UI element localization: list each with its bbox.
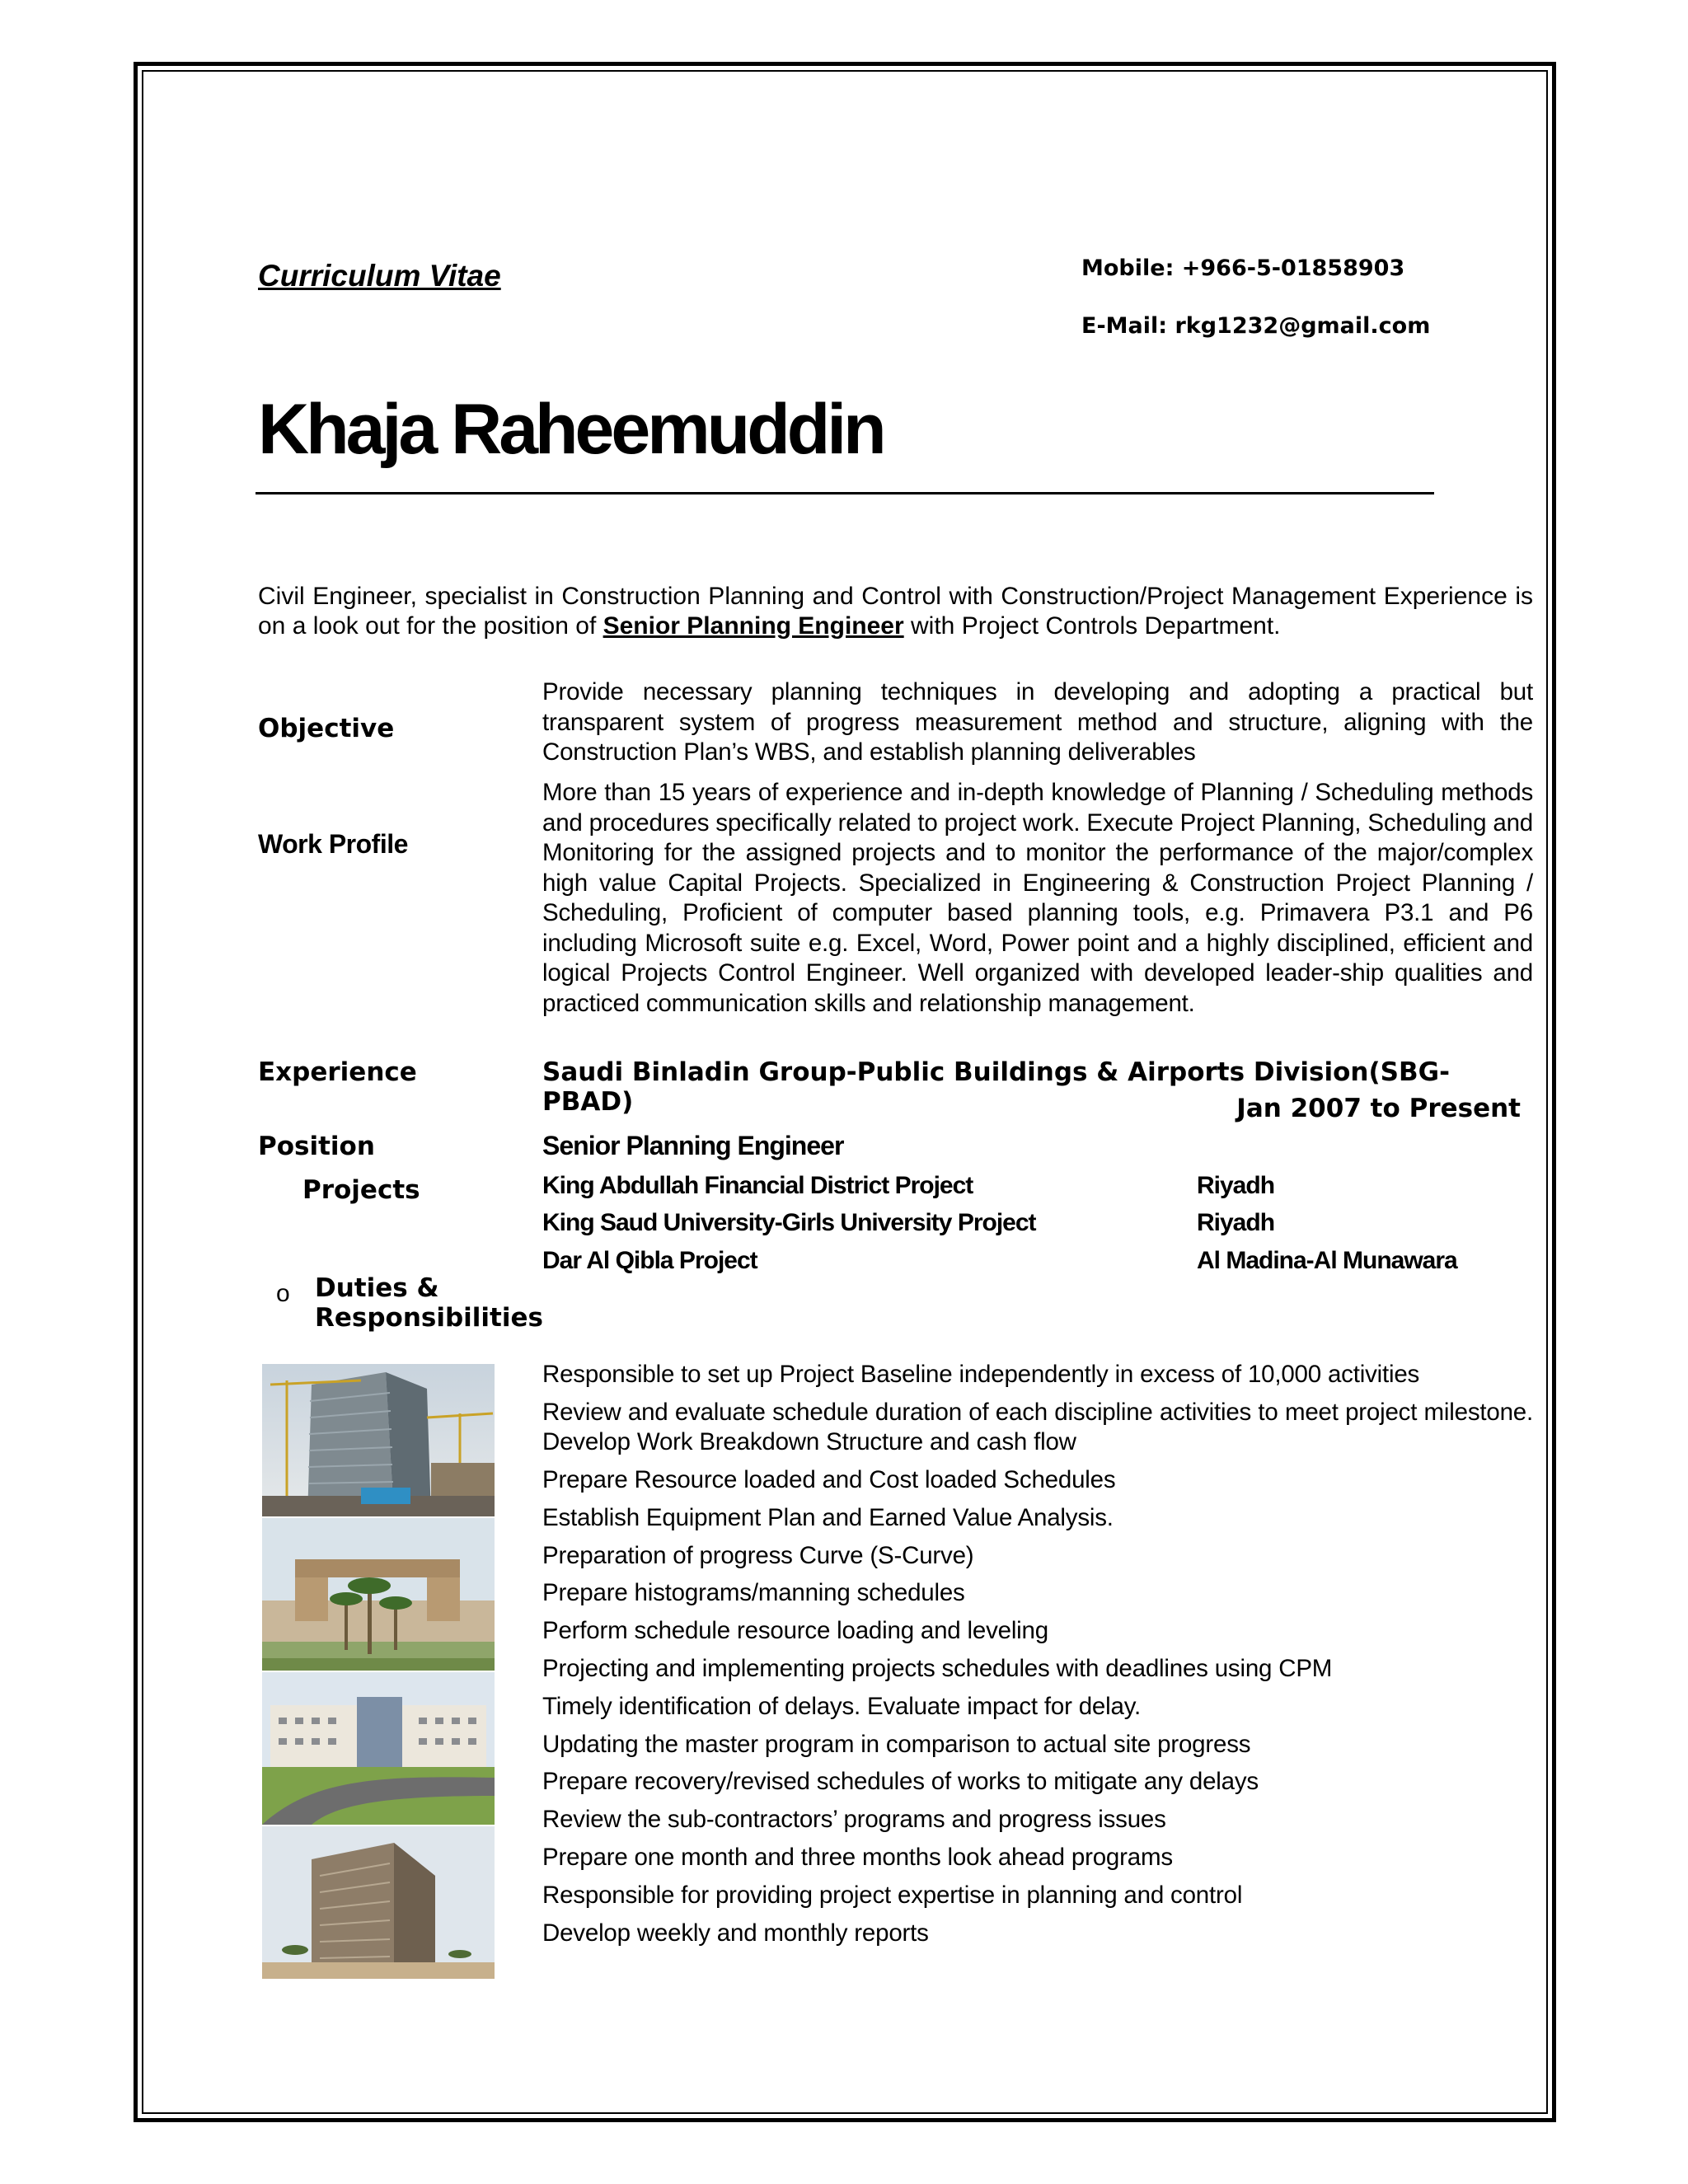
photo-patterned-tower — [262, 1826, 495, 1979]
duty-item: Review and evaluate schedule duration of each discipline activities to meet project milestone. Develop Work Breakdown Structure and cash flow — [542, 1399, 1533, 1455]
intro-text-before: Civil Engineer, specialist in Construction Planning and Control with Construction/Project Management Experience is on a look out for the position of — [258, 583, 1533, 640]
mobile-number: Mobile: +966-5-01858903 — [1081, 255, 1405, 281]
email-address: E-Mail: rkg1232@gmail.com — [1081, 313, 1431, 339]
project-city: Riyadh — [1197, 1209, 1275, 1236]
duty-item: Prepare histograms/manning schedules — [542, 1579, 965, 1606]
cv-title: Curriculum Vitae — [258, 259, 501, 293]
work-profile-label: Work Profile — [258, 829, 408, 859]
photo-campus-building — [262, 1672, 495, 1825]
duties-label — [315, 1273, 543, 1333]
duty-item: Preparation of progress Curve (S-Curve) — [542, 1542, 974, 1569]
duty-item: Prepare one month and three months look ahead programs — [542, 1844, 1173, 1871]
objective-text: Provide necessary planning techniques in developing and adopting a practical but transparent system of progress measurement method and structure, aligning with the Construction Plan’s WBS, and establish planning deliverables — [542, 678, 1533, 766]
duty-item: Projecting and implementing projects schedules with deadlines using CPM — [542, 1655, 1333, 1682]
duties-bullet-icon: o — [276, 1280, 290, 1307]
duties-label-line-1: Duties & — [315, 1273, 439, 1303]
employment-period: Jan 2007 to Present — [1236, 1094, 1521, 1123]
projects-label: Projects — [302, 1175, 420, 1205]
duties-label-line-2: Responsibilities — [315, 1303, 543, 1333]
work-profile-text: More than 15 years of experience and in-depth knowledge of Planning / Scheduling methods and procedures specifically related to project work. Execute Project Planning, Scheduling and Monitoring for the assigned projects and to monitor the performance of the major/complex high value Capital Projects. Specialized in Engineering & Construction Project Planning / Scheduling, Proficient of computer based planning tools, e.g. Primavera P3.1 and P6 including Microsoft suite e.g. Excel, Word, Power point and a highly disciplined, efficient and logical Projects Control Engineer. Well organized with developed leader-ship qualities and practiced communication skills and relationship management. — [542, 779, 1533, 1017]
photo-university-gate — [262, 1518, 495, 1671]
duty-item: Prepare recovery/revised schedules of works to mitigate any delays — [542, 1768, 1259, 1795]
duty-item: Updating the master program in comparison to actual site progress — [542, 1731, 1251, 1758]
project-city: Al Madina-Al Munawara — [1197, 1247, 1457, 1274]
position-label: Position — [258, 1132, 375, 1161]
position-title: Senior Planning Engineer — [542, 1131, 844, 1160]
duty-item: Develop weekly and monthly reports — [542, 1919, 929, 1947]
duty-item: Timely identification of delays. Evaluate impact for delay. — [542, 1693, 1142, 1720]
company-name: Saudi Binladin Group-Public Buildings & Airports Division(SBG-PBAD) — [542, 1057, 1450, 1117]
candidate-name: Khaja Raheemuddin — [258, 390, 884, 469]
duty-item: Responsible to set up Project Baseline independently in excess of 10,000 activities — [542, 1361, 1420, 1388]
duty-item: Perform schedule resource loading and leveling — [542, 1617, 1048, 1644]
objective-label: Objective — [258, 714, 395, 743]
intro-paragraph — [258, 582, 1533, 641]
project-name: King Saud University-Girls University Project — [542, 1209, 1036, 1236]
intro-text-after: with Project Controls Department. — [903, 612, 1281, 640]
duty-item: Review the sub-contractors’ programs and progress issues — [542, 1806, 1166, 1833]
duty-item: Responsible for providing project expertise in planning and control — [542, 1882, 1243, 1909]
duty-item: Establish Equipment Plan and Earned Value Analysis. — [542, 1504, 1114, 1531]
project-name: Dar Al Qibla Project — [542, 1247, 757, 1274]
name-divider — [256, 492, 1434, 494]
experience-label: Experience — [258, 1057, 417, 1087]
duty-item: Prepare Resource loaded and Cost loaded Schedules — [542, 1466, 1116, 1493]
photo-tower-construction — [262, 1364, 495, 1516]
intro-highlight: Senior Planning Engineer — [603, 612, 904, 640]
project-city: Riyadh — [1197, 1172, 1275, 1199]
project-name: King Abdullah Financial District Project — [542, 1172, 973, 1199]
